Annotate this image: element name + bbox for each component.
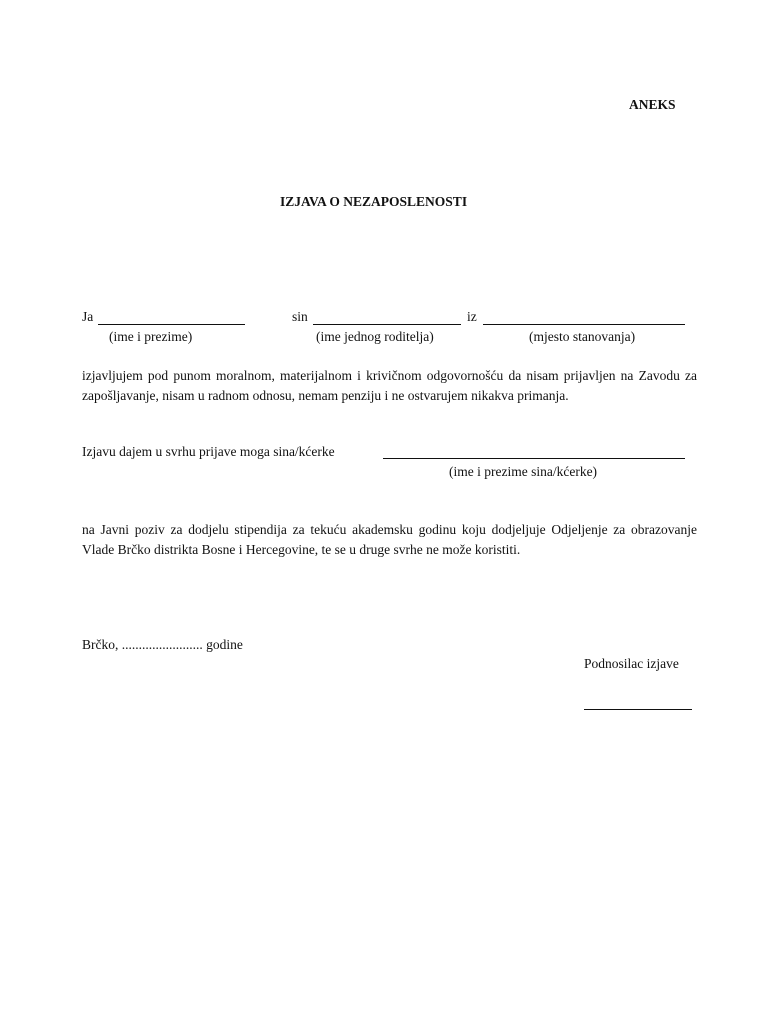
annex-label: ANEKS <box>629 97 676 112</box>
statement-paragraph: izjavljujem pod punom moralnom, materijalnom i krivičnom odgovornošću da nisam prijavljen na Zavodu za zapošljavanje, nisam u radnom odnosu, nemam penziju i ne ostvarujem nikakva primanja. <box>82 368 697 403</box>
document-title: IZJAVA O NEZAPOSLENOSTI <box>280 194 468 209</box>
iz-label: iz <box>467 309 477 324</box>
child-caption: (ime i prezime sina/kćerke) <box>449 464 598 479</box>
sin-label: sin <box>292 309 308 324</box>
name-caption: (ime i prezime) <box>109 329 193 344</box>
residence-caption: (mjesto stanovanja) <box>529 329 636 344</box>
purpose-paragraph: na Javni poziv za dodjelu stipendija za tekuću akademsku godinu koju dodjeljuje Odjeljenje za obrazovanje Vlade Brčko distrikta Bosne i Hercegovine, te se u druge svrhe ne može koristiti. <box>82 522 697 557</box>
place-date: Brčko, ........................ godine <box>82 637 243 652</box>
purpose-label: Izjavu dajem u svrhu prijave moga sina/kćerke <box>82 444 335 459</box>
child-blank-line[interactable] <box>383 458 685 459</box>
name-blank-line[interactable] <box>98 324 245 325</box>
ja-label: Ja <box>82 309 94 324</box>
parent-caption: (ime jednog roditelja) <box>316 329 434 344</box>
parent-blank-line[interactable] <box>313 324 461 325</box>
signer-label: Podnosilac izjave <box>584 656 679 671</box>
signature-line[interactable] <box>584 709 692 710</box>
residence-blank-line[interactable] <box>483 324 685 325</box>
